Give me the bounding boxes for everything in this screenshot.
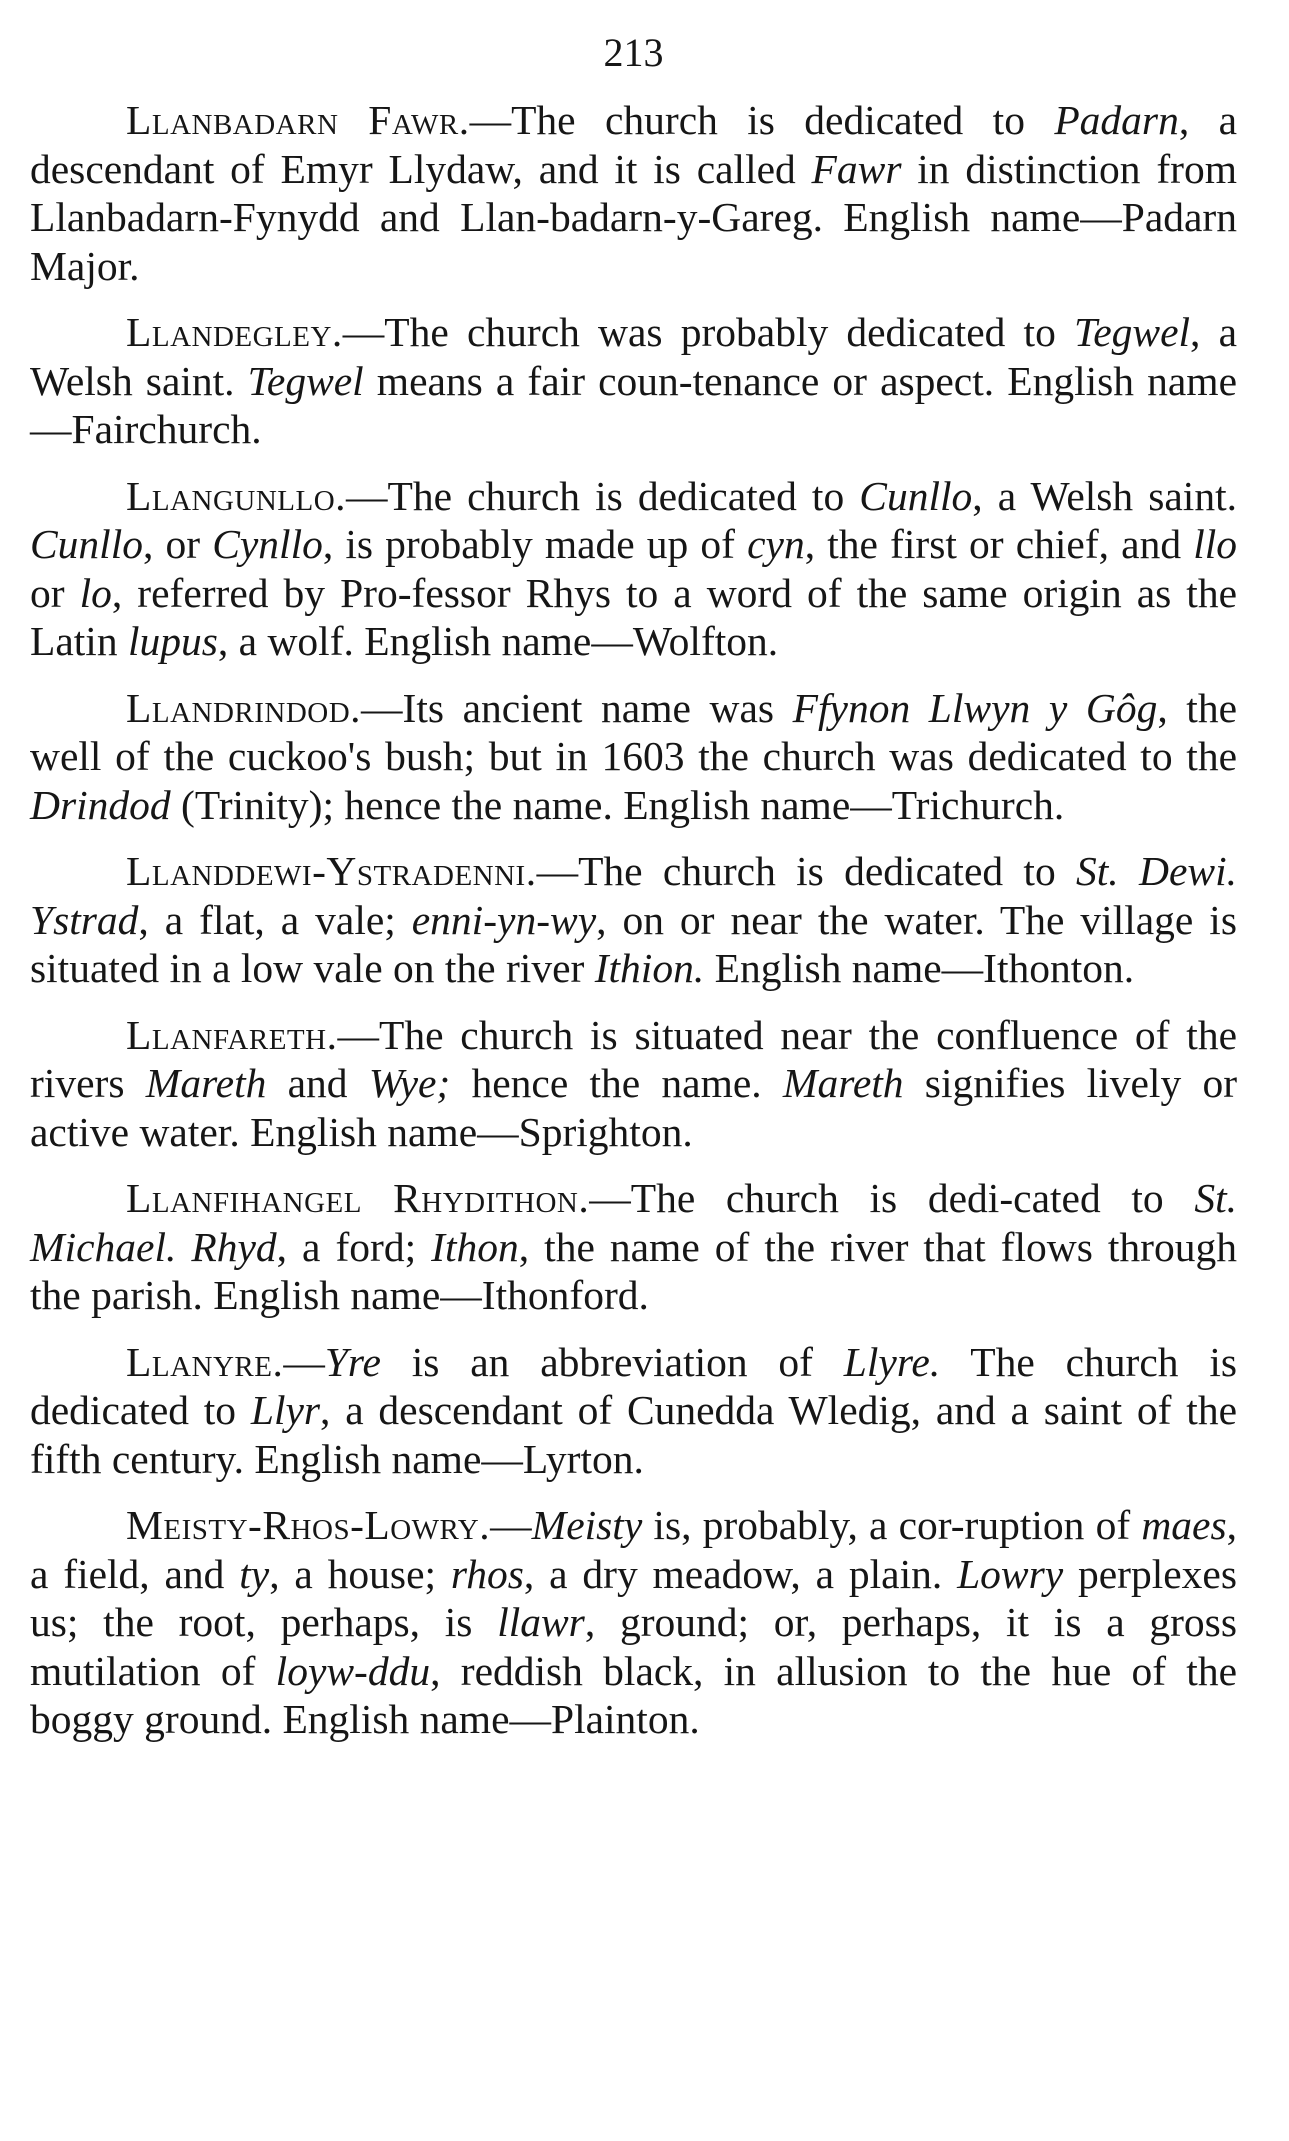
entry-text: signifies lively or active water. English name—Sprighton.: [30, 1060, 1238, 1155]
entry-text: , the first or chief, and: [804, 521, 1194, 567]
entry-paragraph: [30, 1011, 1237, 1157]
entry-text: English name—Ithonton.: [704, 945, 1135, 991]
entry-text: , reddish black, in allusion to the hue of the boggy ground. English name—Plainton.: [30, 1647, 1237, 1742]
entries-list: [30, 96, 1237, 1744]
entry-text: is an abbreviation of: [380, 1338, 844, 1385]
entry-text: is, probably, a cor-ruption of: [642, 1502, 1142, 1548]
entry-paragraph: [30, 847, 1237, 993]
entry-text: (Trinity); hence the name. English name—Trichurch.: [170, 781, 1065, 828]
italic-term: llawr: [497, 1599, 585, 1645]
italic-term: St. Michael.: [30, 1175, 1237, 1270]
entry-text: or: [30, 569, 80, 616]
entry-text: —The church is situated near the confluence of the rivers: [30, 1011, 1237, 1106]
entry-heading: Llandegley.: [126, 309, 343, 355]
italic-term: enni-yn-wy: [411, 896, 597, 943]
italic-term: Cunllo: [30, 521, 143, 567]
entry-text: —: [490, 1502, 532, 1548]
italic-term: loyw-ddu: [275, 1647, 431, 1694]
italic-term: Padarn: [1054, 97, 1179, 143]
italic-term: Ystrad: [30, 896, 139, 943]
entry-heading: Llanbadarn Fawr.: [126, 97, 470, 143]
entry-text: , a descendant of Emyr Llydaw, and it is called: [30, 97, 1237, 192]
entry-text: —The church is dedicated to: [536, 848, 1077, 894]
italic-term: Fawr: [811, 145, 902, 192]
entry-text: —The church is dedicated to: [346, 472, 860, 519]
entry-text: , a ford;: [276, 1223, 432, 1270]
entry-text: The church is dedicated to: [30, 1338, 1237, 1433]
italic-term: Llyre.: [843, 1338, 941, 1385]
entry-heading: Llanyre.: [126, 1338, 284, 1385]
italic-term: rhos: [450, 1550, 524, 1597]
entry-paragraph: [30, 1501, 1237, 1744]
entry-text: —The church is dedi-cated to: [589, 1175, 1195, 1221]
entry-text: [176, 1224, 191, 1270]
entry-text: , a Welsh saint.: [30, 309, 1237, 404]
entry-text: , the name of the river that flows through the parish. English name—Ithonford.: [30, 1223, 1237, 1318]
entry-text: , a flat, a vale;: [138, 896, 412, 943]
italic-term: Mareth: [782, 1060, 904, 1106]
entry-heading: Llandrindod.: [126, 684, 362, 731]
entry-text: , is probably made up of: [322, 521, 748, 567]
italic-term: Llyr: [250, 1387, 321, 1433]
entry-paragraph: [30, 472, 1237, 666]
italic-term: lupus: [127, 618, 218, 664]
italic-term: Drindod: [30, 781, 171, 828]
entry-heading: Llanddewi-Ystradenni.: [126, 848, 537, 894]
page-number: 213: [603, 30, 664, 75]
italic-term: Ithon: [431, 1223, 519, 1270]
entry-paragraph: [30, 308, 1237, 454]
entry-text: , the well of the cuckoo's bush; but in 1603 the church was dedicated to the: [30, 684, 1238, 779]
italic-term: Lowry: [957, 1550, 1064, 1597]
entry-text: , a descendant of Cunedda Wledig, and a saint of the fifth century. English name—Lyrton.: [30, 1387, 1237, 1482]
italic-term: Meisty: [531, 1502, 643, 1548]
entry-heading: Llangunllo.: [126, 472, 347, 519]
entry-text: , a house;: [269, 1550, 451, 1597]
italic-term: Mareth: [145, 1060, 267, 1106]
entry-text: in distinction from Llanbadarn-Fynydd and Llan-badarn-y-Gareg. English name—Padarn Major.: [30, 145, 1237, 289]
entry-heading: Meisty-Rhos-Lowry.: [126, 1502, 491, 1548]
entry-paragraph: [30, 96, 1237, 290]
italic-term: Rhyd: [191, 1223, 277, 1270]
italic-term: Wye;: [368, 1060, 451, 1106]
entry-text: perplexes us; the root, perhaps, is: [30, 1550, 1237, 1645]
italic-term: Ithion.: [594, 945, 705, 991]
entry-text: , a dry meadow, a plain.: [523, 1550, 958, 1597]
entry-text: , a field, and: [30, 1502, 1237, 1597]
entry-text: hence the name.: [450, 1060, 783, 1106]
italic-term: Tegwel: [1073, 309, 1191, 355]
entry-text: , a Welsh saint.: [972, 472, 1237, 519]
italic-term: cyn: [747, 521, 805, 567]
entry-text: , or: [143, 521, 213, 567]
entry-text: and: [266, 1060, 369, 1106]
italic-term: Cunllo: [859, 472, 973, 519]
entry-text: means a fair coun-tenance or aspect. English name—Fairchurch.: [30, 357, 1237, 452]
italic-term: Ffynon Llwyn y Gôg: [792, 684, 1158, 731]
entry-text: —The church was probably dedicated to: [342, 309, 1074, 355]
entry-text: —Its ancient name was: [361, 684, 793, 731]
italic-term: Cynllo: [212, 521, 323, 567]
entry-text: , on or near the water. The village is situated in a low vale on the river: [30, 896, 1237, 991]
entry-text: , referred by Pro-fessor Rhys to a word of the same origin as the Latin: [30, 569, 1237, 664]
entry-text: , ground; or, perhaps, it is a gross mutilation of: [30, 1599, 1237, 1694]
entry-heading: Llanfihangel Rhydithon.: [126, 1175, 590, 1221]
italic-term: lo: [79, 569, 112, 616]
italic-term: St. Dewi.: [1076, 848, 1237, 894]
entry-text: —: [283, 1338, 325, 1385]
entry-text: , a wolf. English name—Wolfton.: [217, 618, 779, 664]
entry-paragraph: [30, 1338, 1237, 1484]
entry-heading: Llanfareth.: [126, 1011, 338, 1058]
entry-paragraph: [30, 1174, 1237, 1320]
italic-term: llo: [1193, 521, 1238, 567]
italic-term: Tegwel: [247, 357, 364, 404]
italic-term: Yre: [324, 1338, 381, 1385]
entry-paragraph: [30, 684, 1237, 830]
italic-term: ty: [239, 1550, 270, 1597]
entry-text: —The church is dedicated to: [469, 97, 1055, 143]
italic-term: maes: [1141, 1502, 1227, 1548]
